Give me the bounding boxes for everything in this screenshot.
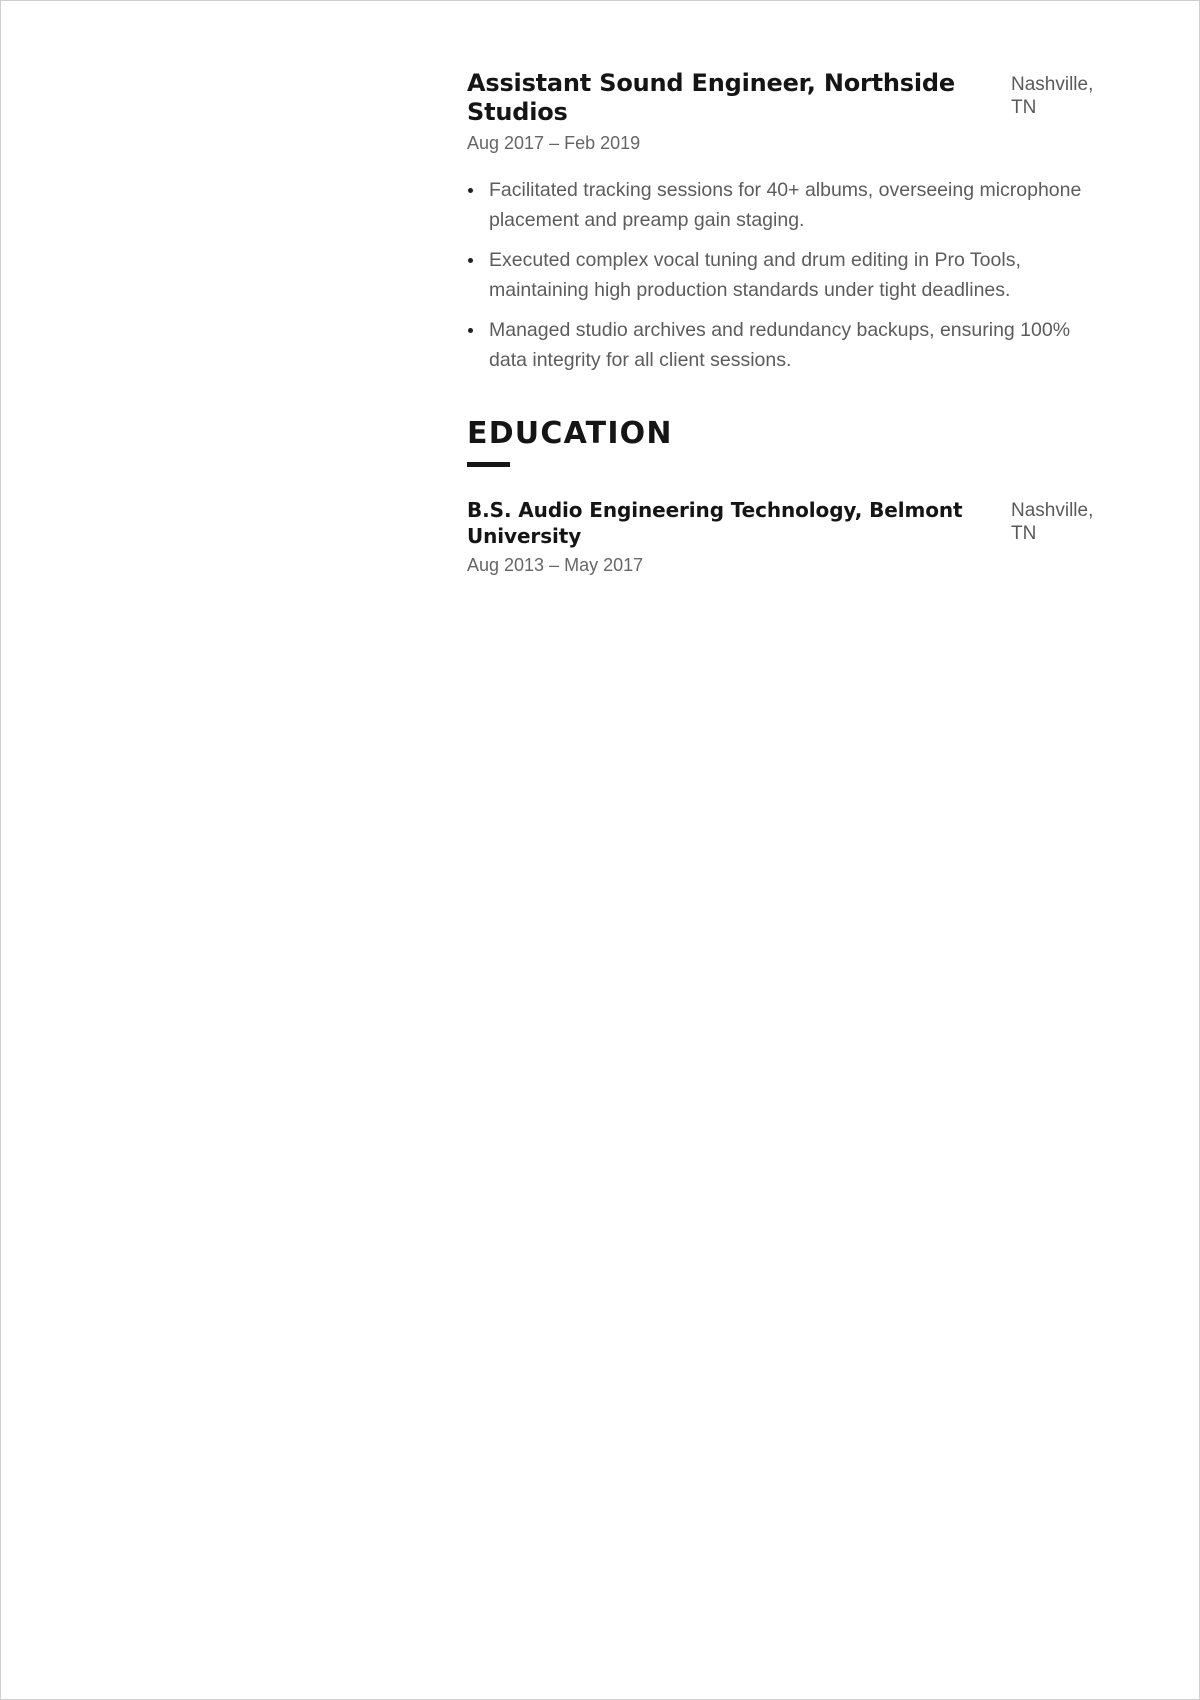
bullet-dot-icon [468,258,473,263]
job-bullet [467,245,1111,305]
degree-title: B.S. Audio Engineering Technology, Belmont University [467,498,963,548]
job-bullet-text: Executed complex vocal tuning and drum editing in Pro Tools, maintaining high production standards under tight deadlines. [489,249,1021,301]
job-bullet-list [467,175,1111,375]
section-underline [467,462,510,467]
education-heading: EDUCATION [467,416,673,451]
job-location: Nashville, TN [1011,74,1094,118]
bullet-dot-icon [468,328,473,333]
job-title: Assistant Sound Engineer, Northside Studios [467,69,955,126]
bullet-dot-icon [468,188,473,193]
job-bullet-text: Managed studio archives and redundancy backups, ensuring 100% data integrity for all client sessions. [489,319,1071,371]
job-bullet-text: Facilitated tracking sessions for 40+ albums, overseeing microphone placement and preamp gain staging. [489,179,1082,231]
education-entry-header [467,497,1111,549]
experience-entry-header [467,69,1111,127]
job-bullet [467,315,1111,375]
education-dates: Aug 2013 – May 2017 [467,555,644,575]
job-dates: Aug 2017 – Feb 2019 [467,133,641,153]
main-column [467,69,1111,577]
education-entry [467,497,1111,577]
school-location: Nashville, TN [1011,500,1094,544]
experience-entry [467,69,1111,375]
job-bullet [467,175,1111,235]
